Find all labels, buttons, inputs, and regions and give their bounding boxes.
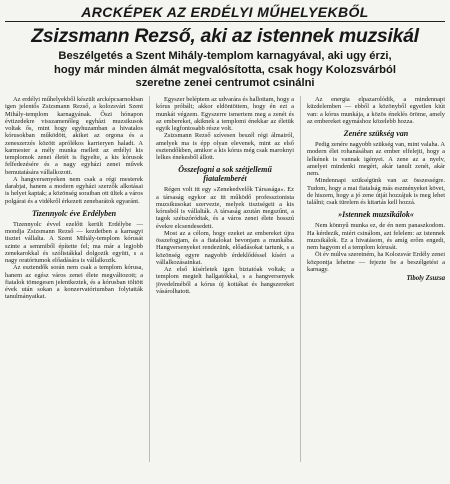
paragraph: A hangversenyeken nem csak a régi mesterek darabjai, hanem a modern egyházi szerzők alkotásai is helyet kaptak; a közönség soraiban ott ültek a város polgárai és a vidékről érkezett zenebarátok egyaránt. xyxy=(5,175,143,205)
paragraph: Most az a célom, hogy ezeket az embereket újra összefogjam, és a fiatalokat bevonjam a munkába. Hangversenyeket rendezünk, előadásokat tartunk, s a közönség egyre nagyobb érdeklődéssel kíséri a vállalkozásainkat. xyxy=(156,229,294,266)
paragraph: Öt év múlva szeretném, ha Kolozsvár Erdély zenei központja lehetne — fejezte be a beszélgetést a karnagy. xyxy=(307,251,445,273)
paragraph: Mindennapi szükségünk van az összességre. Tudom, hogy a mai fiatalság más eszményeket követ, de hiszem, hogy a jó zene útját hozzájuk is meg lehet találni; csak türelem és kitartás kell hozzá. xyxy=(307,177,445,206)
section-heading: Tizennyolc éve Erdélyben xyxy=(31,208,117,218)
column-divider xyxy=(149,96,150,462)
paragraph: Az esztendők során nem csak a templom kórusa, hanem az egész város zenei élete megváltozott; a fiatalok tömegesen jelentkeztek, és a kórusban töltött évek után sokan a konzervatóriumban folytatták tanulmányaikat. xyxy=(5,264,143,301)
paragraph: Az energia elpazarolódik, a mindennapi küzdelemben — ebből a közönyből egyetlen kiút van: a kórus munkája, a közös éneklés öröme, amely az embereket egymáshoz közelebb hozza. xyxy=(307,96,445,125)
article-headline: Zsizsmann Rezső, aki az istennek muzsikál xyxy=(31,25,419,47)
paragraph: Az erdélyi műhelyekből készült arcképcsarnokban igen jelentős Zsizsmann Rezső, a kolozsvári Szent Mihály-templom karnagyának. Őszi hónapon évtizedekre visszamenőleg egyházi muzsikusok voltak ős, mint hogy egyhuzamban a hivatalos kórusokban működött, akiket az orgona és a zeneszerzés között aprólékos karrieryen haladt. A karmester a mély munka mellett az erdélyi kis templomok zenei életét is figyelte, a kis kórusok felfedezésére és a nagy egyházi zenei művek bemutatására vállalkozott. xyxy=(5,96,143,176)
column-1 xyxy=(5,96,143,462)
column-2 xyxy=(156,96,294,462)
article-subhead xyxy=(5,50,445,92)
paragraph: Tizennyolc évvel ezelőtt került Erdélybe — mondja Zsizsmann Rezső — kezdetben a karnagyi tisztet vállalta. A Szent Mihály-templom kórusát szinte a semmiből építette fel; ma már a legjobb zenekarokkal és szólistákkal dolgozik együtt, s a nagy oratóriumok előadására is vállalkozik. xyxy=(5,220,143,264)
subhead-line: szeretne zenei centrumot csinálni xyxy=(135,77,315,89)
paragraph: Nem könnyű munka ez, de én nem panaszkodom. Ha kérdezik, miért csinálom, azt felelem: az istennek muzsikálok. Ez a hivatásom, és amíg erőm engedi, nem hagyom el a templom kórusát. xyxy=(307,222,445,251)
column-divider xyxy=(300,96,301,462)
kicker-rule xyxy=(5,21,445,22)
article-body xyxy=(5,96,445,462)
paragraph: Régen volt itt egy »Zenekedvelők Társasága«. Ez a társaság egykor az itt működő professzionista muzsikusokat szervezte, melyek tisztségeit a kis kórusból is vállalták. A társaság azután megszűnt, a tagok szétszóródtak, és a város zenei élete hosszú évekre elcsendesedett. xyxy=(156,186,294,230)
subhead-line: hogy már minden álmát megvalósította, csak hogy Kolozsvárból xyxy=(54,63,396,76)
paragraph: Pedig zenére nagyobb szükség van, mint valaha. A modern élet rohanásában az ember elfelejti, hogy a lelkének is vannak igényei. A zene az a nyelv, amelyet mindenki megért, akár tanult zenét, akár nem. xyxy=(307,141,445,177)
section-heading: Zenére szükség van xyxy=(343,129,409,138)
author-signature: Tiboly Zsuzsa xyxy=(406,275,445,282)
paragraph: Egyszer beléptem az udvarára és hallottam, hogy a kórus próbált; akkor eldöntöttem, hogy én ezt a munkát végzem. Egyszerre ismertem meg a zenét és az embereket, akiknek a templomi énekkar az életük egyik legfontosabb része volt. xyxy=(156,96,294,132)
subhead-line: Beszélgetés a Szent Mihály-templom karnagyával, aki ugy érzi, xyxy=(58,50,392,62)
paragraph: Az első kísérletek igen biztatóak voltak; a templom megtelt hallgatókkal, s a hangversenyek jövedelméből a kórus új kottákat és hangszereket vásárolhatott. xyxy=(156,266,294,295)
section-heading: Összefogni a sok szétjellemű fiatalemberét xyxy=(178,165,272,184)
paragraph: Zsizsmann Rezső szívesen beszél régi álmairól, amelyek ma is épp olyan elevenek, mint az első esztendőkben, amikor a kis kórus még csak maroknyi lelkes énekesből állott. xyxy=(156,132,294,161)
series-kicker: ARCKÉPEK AZ ERDÉLYI MŰHELYEKBŐL xyxy=(81,4,369,20)
column-3 xyxy=(307,96,445,462)
section-heading: »Istennek muzsikálok« xyxy=(338,210,414,220)
